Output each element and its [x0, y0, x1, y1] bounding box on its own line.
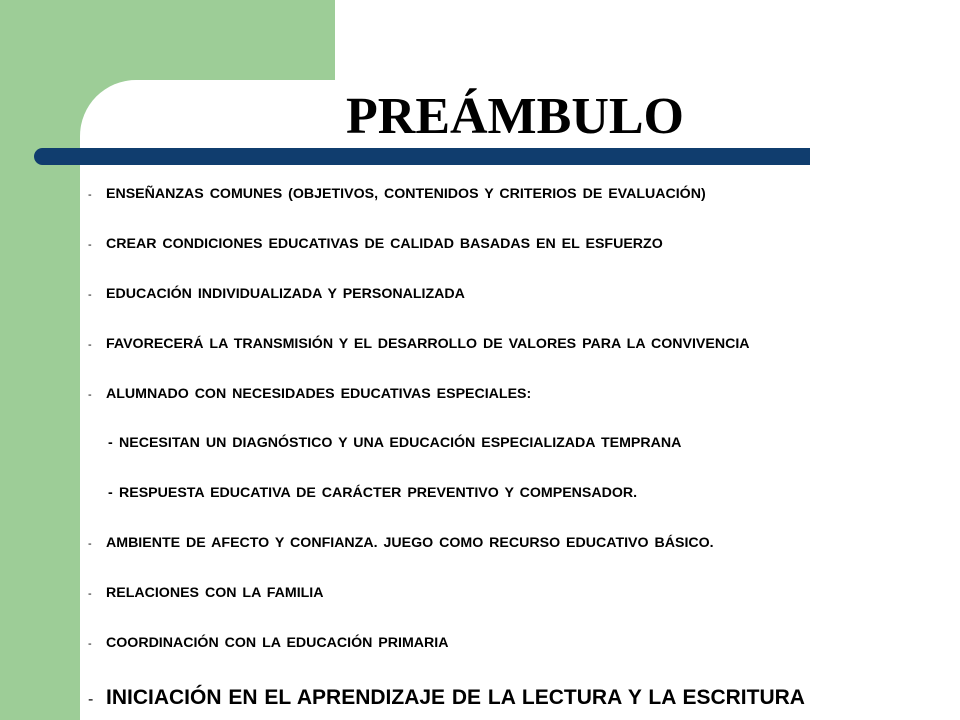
- bullet-dash: -: [108, 485, 113, 501]
- bullet-item: [88, 336, 750, 352]
- bullet-text: INICIACIÓN EN EL APRENDIZAJE DE LA LECTURA Y LA ESCRITURA: [106, 686, 805, 709]
- bullet-dash: -: [88, 389, 92, 401]
- slide-title: PREÁMBULO: [346, 88, 684, 145]
- bullet-item-large: [88, 686, 805, 710]
- bullet-dash: -: [88, 239, 92, 251]
- bullet-item: [88, 635, 448, 651]
- bullet-item: [88, 535, 714, 551]
- bullet-item: [88, 386, 531, 402]
- bullet-dash: -: [88, 189, 92, 201]
- sub-bullet-item: [108, 435, 681, 451]
- bullet-dash: -: [88, 289, 92, 301]
- sub-bullet-item: [108, 485, 637, 501]
- bullet-dash: -: [88, 339, 92, 351]
- bullet-item: [88, 286, 465, 302]
- bullet-text: EDUCACIÓN INDIVIDUALIZADA Y PERSONALIZADA: [106, 286, 465, 302]
- bullet-item: [88, 186, 706, 202]
- bullet-text: COORDINACIÓN CON LA EDUCACIÓN PRIMARIA: [106, 635, 449, 651]
- bullet-dash: -: [88, 691, 94, 708]
- bullet-text: NECESITAN UN DIAGNÓSTICO Y UNA EDUCACIÓN ESPECIALIZADA TEMPRANA: [119, 435, 682, 451]
- bullet-dash: -: [88, 538, 92, 550]
- bullet-dash: -: [88, 638, 92, 650]
- bullet-text: ENSEÑANZAS COMUNES (OBJETIVOS, CONTENIDOS Y CRITERIOS DE EVALUACIÓN): [106, 186, 706, 202]
- bullet-text: RELACIONES CON LA FAMILIA: [106, 585, 324, 601]
- bullet-text: CREAR CONDICIONES EDUCATIVAS DE CALIDAD BASADAS EN EL ESFUERZO: [106, 236, 663, 252]
- title-underline-bar: [34, 148, 810, 165]
- bullet-item: [88, 585, 324, 601]
- bullet-text: RESPUESTA EDUCATIVA DE CARÁCTER PREVENTIVO Y COMPENSADOR.: [119, 485, 638, 501]
- bullet-item: [88, 236, 663, 252]
- bullet-text: FAVORECERÁ LA TRANSMISIÓN Y EL DESARROLLO DE VALORES PARA LA CONVIVENCIA: [106, 336, 750, 352]
- bullet-text: ALUMNADO CON NECESIDADES EDUCATIVAS ESPECIALES:: [106, 386, 532, 402]
- bullet-text: AMBIENTE DE AFECTO Y CONFIANZA. JUEGO COMO RECURSO EDUCATIVO BÁSICO.: [106, 535, 714, 551]
- bullet-dash: -: [88, 588, 92, 600]
- bullet-dash: -: [108, 435, 113, 451]
